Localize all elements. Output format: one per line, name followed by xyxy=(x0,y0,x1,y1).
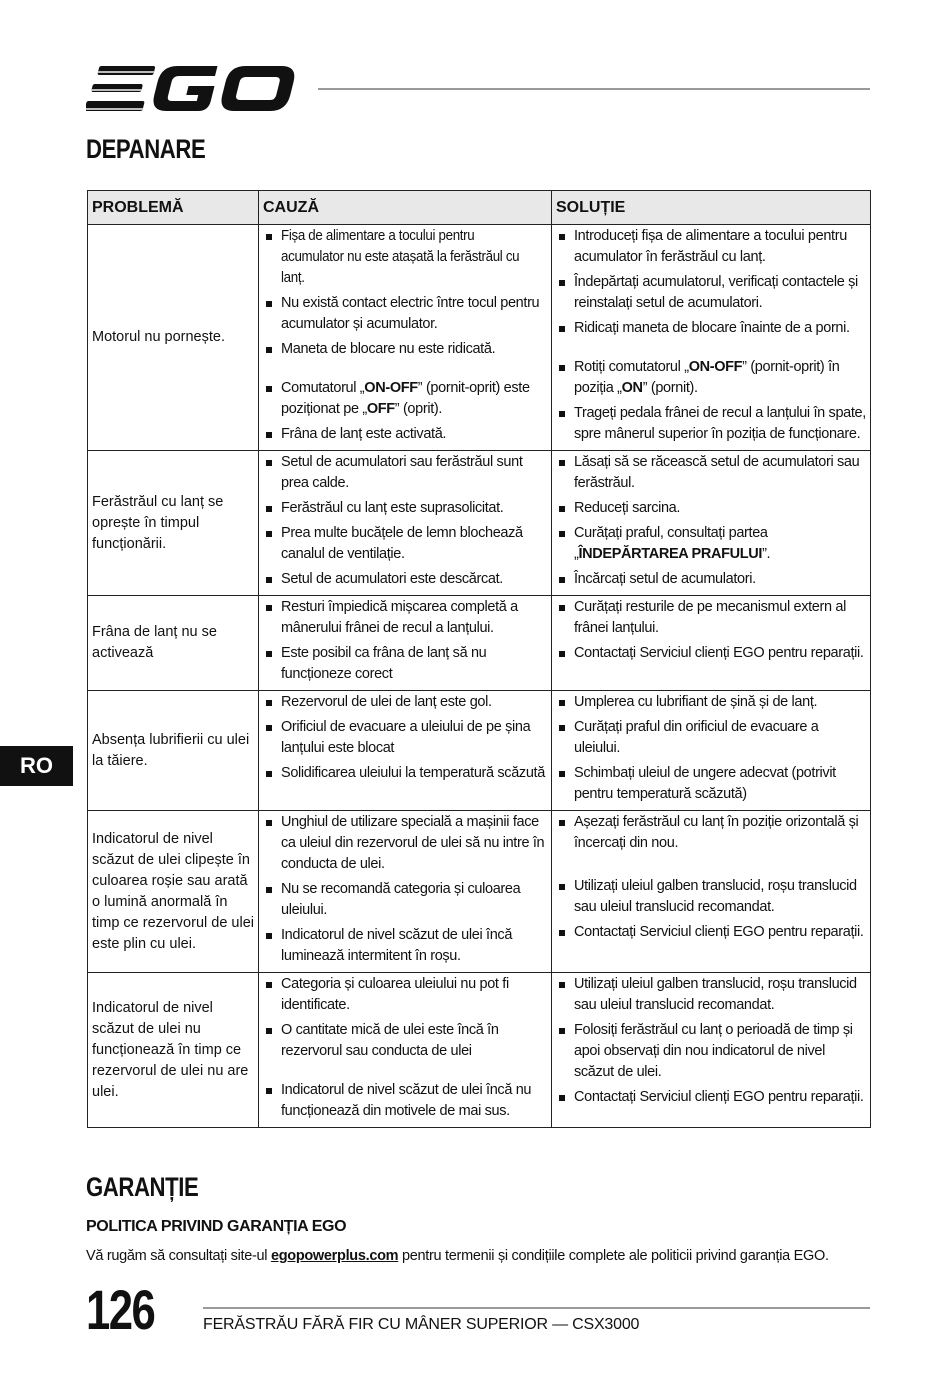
cause-cell xyxy=(259,691,552,811)
solution-item: Umplerea cu lubrifiant de șină și de lanț. xyxy=(555,692,867,713)
solution-item: Încărcați setul de acumulatori. xyxy=(555,569,867,590)
solution-item: Schimbați uleiul de ungere adecvat (potrivit pentru temperatură scăzută) xyxy=(555,763,867,805)
cause-cell xyxy=(259,451,552,596)
solution-item: Trageți pedala frânei de recul a lanțului în spate, spre mânerul superior în poziția de funcționare. xyxy=(555,403,867,445)
table-row xyxy=(88,451,871,596)
solution-item: Curățați praful din orificiul de evacuare a uleiului. xyxy=(555,717,867,759)
cause-item: Nu există contact electric între tocul pentru acumulator și acumulator. xyxy=(262,293,548,335)
cause-item: Setul de acumulatori sau ferăstrăul sunt prea calde. xyxy=(262,452,548,494)
table-header-row xyxy=(88,191,871,225)
footer-rule xyxy=(203,1307,870,1309)
cause-item: Solidificarea uleiului la temperatură scăzută xyxy=(262,763,548,784)
solution-item: Ridicați maneta de blocare înainte de a porni. xyxy=(555,318,867,339)
table-row xyxy=(88,225,871,451)
policy-text-after: pentru termenii și condițiile complete ale politicii privind garanția EGO. xyxy=(398,1248,829,1264)
problem-cell: Indicatorul de nivel scăzut de ulei nu funcționează în timp ce rezervorul de ulei nu are ulei. xyxy=(88,973,259,1128)
warranty-policy-text xyxy=(86,1248,829,1264)
cause-item: Rezervorul de ulei de lanț este gol. xyxy=(262,692,548,713)
solution-item: Curățați praful, consultați partea „ÎNDEPĂRTAREA PRAFULUI”. xyxy=(555,523,867,565)
cause-cell xyxy=(259,811,552,973)
solution-cell xyxy=(552,973,871,1128)
cause-cell xyxy=(259,596,552,691)
cause-item: Fișa de alimentare a tocului pentru acumulator nu este atașată la ferăstrăul cu lanț. xyxy=(262,226,548,289)
solution-item: Lăsați să se răcească setul de acumulatori sau ferăstrăul. xyxy=(555,452,867,494)
cause-item: Setul de acumulatori este descărcat. xyxy=(262,569,548,590)
cause-item: Orificiul de evacuare a uleiului de pe șina lanțului este blocat xyxy=(262,717,548,759)
solution-item: Rotiți comutatorul „ON-OFF” (pornit-oprit) în poziția „ON” (pornit). xyxy=(555,357,867,399)
policy-text-before: Vă rugăm să consultați site-ul xyxy=(86,1248,271,1264)
solution-item: Utilizați uleiul galben translucid, roșu translucid sau uleiul translucid recomandat. xyxy=(555,974,867,1016)
table-row xyxy=(88,973,871,1128)
cause-cell xyxy=(259,973,552,1128)
cause-item: Nu se recomandă categoria și culoarea uleiului. xyxy=(262,879,548,921)
cause-item: Indicatorul de nivel scăzut de ulei încă nu funcționează din motivele de mai sus. xyxy=(262,1080,548,1122)
warranty-policy-title: POLITICA PRIVIND GARANȚIA EGO xyxy=(86,1218,347,1235)
header-rule xyxy=(318,88,870,90)
cause-item: Ferăstrăul cu lanț este suprasolicitat. xyxy=(262,498,548,519)
troubleshooting-table xyxy=(87,190,871,1128)
problem-cell: Absența lubrifierii cu ulei la tăiere. xyxy=(88,691,259,811)
solution-cell xyxy=(552,451,871,596)
cause-item: Unghiul de utilizare specială a mașinii face ca uleiul din rezervorul de ulei să nu intre în conducta de ulei. xyxy=(262,812,548,875)
solution-cell xyxy=(552,811,871,973)
problem-cell: Indicatorul de nivel scăzut de ulei clipește în culoarea roșie sau arată o lumină anormală în timp ce rezervorul de ulei este plin cu ulei. xyxy=(88,811,259,973)
cause-item: Frâna de lanț este activată. xyxy=(262,424,548,445)
solution-item: Folosiți ferăstrăul cu lanț o perioadă de timp și apoi observați din nou indicatorul de nivel scăzut de ulei. xyxy=(555,1020,867,1083)
table-row xyxy=(88,691,871,811)
solution-item: Așezați ferăstrăul cu lanț în poziție orizontală și încercați din nou. xyxy=(555,812,867,854)
cause-item: Categoria și culoarea uleiului nu pot fi identificate. xyxy=(262,974,548,1016)
solution-cell xyxy=(552,225,871,451)
language-tab: RO xyxy=(0,746,73,786)
column-header-problem: PROBLEMĂ xyxy=(88,191,259,225)
column-header-solution: SOLUȚIE xyxy=(552,191,871,225)
egopowerplus-link[interactable]: egopowerplus.com xyxy=(270,1248,399,1264)
solution-cell xyxy=(552,691,871,811)
warranty-title: GARANȚIE xyxy=(86,1172,199,1202)
solution-item: Introduceți fișa de alimentare a tocului pentru acumulator în ferăstrăul cu lanț. xyxy=(555,226,867,268)
cause-item: O cantitate mică de ulei este încă în rezervorul sau conducta de ulei xyxy=(262,1020,548,1062)
problem-cell: Ferăstrăul cu lanț se oprește în timpul funcționării. xyxy=(88,451,259,596)
column-header-cause: CAUZĂ xyxy=(259,191,552,225)
footer-title: FERĂSTRĂU FĂRĂ FIR CU MÂNER SUPERIOR — CSX3000 xyxy=(203,1316,640,1333)
page-number: 126 xyxy=(86,1278,155,1341)
cause-item: Este posibil ca frâna de lanț să nu funcționeze corect xyxy=(262,643,548,685)
cause-item: Maneta de blocare nu este ridicată. xyxy=(262,339,548,360)
problem-cell: Motorul nu pornește. xyxy=(88,225,259,451)
solution-cell xyxy=(552,596,871,691)
cause-item: Prea multe bucățele de lemn blochează canalul de ventilație. xyxy=(262,523,548,565)
troubleshooting-title: DEPANARE xyxy=(86,134,206,164)
cause-cell xyxy=(259,225,552,451)
ego-logo xyxy=(86,64,298,112)
solution-item: Contactați Serviciul clienți EGO pentru reparații. xyxy=(555,1087,867,1108)
solution-item: Curățați resturile de pe mecanismul extern al frânei lanțului. xyxy=(555,597,867,639)
table-row xyxy=(88,596,871,691)
cause-item: Comutatorul „ON-OFF” (pornit-oprit) este poziționat pe „OFF” (oprit). xyxy=(262,378,548,420)
solution-item: Contactați Serviciul clienți EGO pentru reparații. xyxy=(555,922,867,943)
cause-item: Resturi împiedică mișcarea completă a mânerului frânei de recul a lanțului. xyxy=(262,597,548,639)
solution-item: Reduceți sarcina. xyxy=(555,498,867,519)
solution-item: Utilizați uleiul galben translucid, roșu translucid sau uleiul translucid recomandat. xyxy=(555,876,867,918)
problem-cell: Frâna de lanț nu se activează xyxy=(88,596,259,691)
table-row xyxy=(88,811,871,973)
solution-item: Îndepărtați acumulatorul, verificați contactele și reinstalați setul de acumulatori. xyxy=(555,272,867,314)
cause-item: Indicatorul de nivel scăzut de ulei încă luminează intermitent în roșu. xyxy=(262,925,548,967)
solution-item: Contactați Serviciul clienți EGO pentru reparații. xyxy=(555,643,867,664)
